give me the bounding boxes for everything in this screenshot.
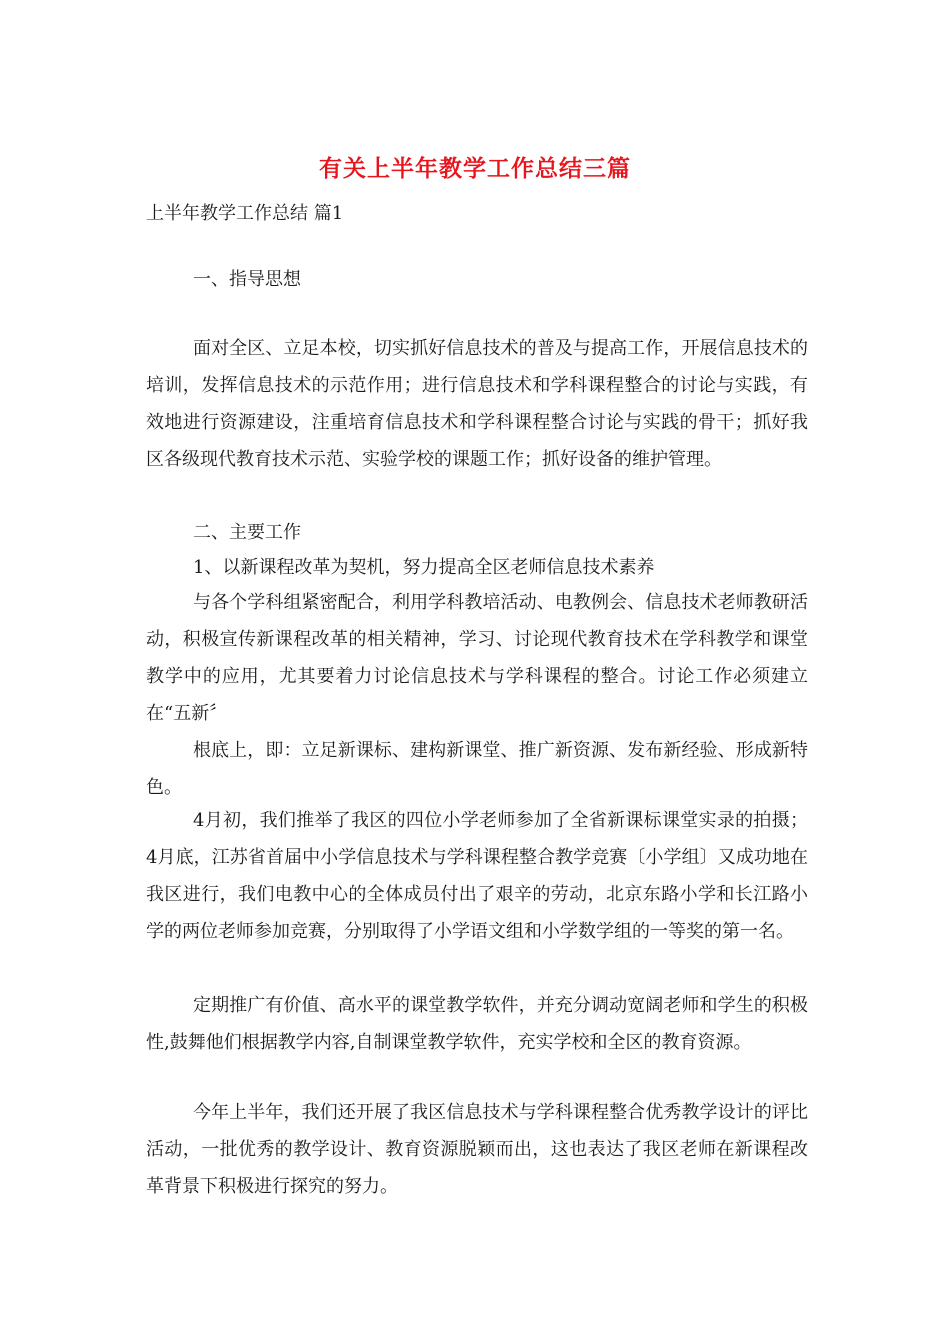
item-heading-1: 1、以新课程改革为契机，努力提高全区老师信息技术素养 (193, 557, 655, 578)
paragraph-five-new: 根底上，即：立足新课标、建构新课堂、推广新资源、发布新经验、形成新特色。 (146, 740, 808, 798)
article-subtitle: 上半年教学工作总结 篇1 (146, 203, 344, 224)
section-heading-guiding-thought: 一、指导思想 (193, 269, 301, 290)
paragraph-courseware: 定期推广有价值、高水平的课堂教学软件，并充分调动宽阔老师和学生的积极性,鼓舞他们根据教学内容,自制课堂教学软件，充实学校和全区的教育资源。 (146, 995, 808, 1053)
document-title: 有关上半年教学工作总结三篇 (319, 156, 631, 182)
section-heading-main-work: 二、主要工作 (193, 522, 301, 543)
paragraph-design-contest: 今年上半年，我们还开展了我区信息技术与学科课程整合优秀教学设计的评比活动，一批优秀的教学设计、教育资源脱颖而出，这也表达了我区老师在新课程改革背景下积极进行探究的努力。 (146, 1102, 808, 1197)
paragraph-collaboration: 与各个学科组紧密配合，利用学科教培活动、电教例会、信息技术老师教研活动，积极宣传新课程改革的相关精神，学习、讨论现代教育技术在学科教学和课堂教学中的应用，尤其要着力讨论信息技术与学科课程的整合。讨论工作必须建立在“五新〞 (146, 592, 808, 724)
paragraph-april-events: 4月初，我们推举了我区的四位小学老师参加了全省新课标课堂实录的拍摄；4月底，江苏省首届中小学信息技术与学科课程整合教学竞赛〔小学组〕又成功地在我区进行，我们电教中心的全体成员付出了艰辛的劳动，北京东路小学和长江路小学的两位老师参加竞赛，分别取得了小学语文组和小学数学组的一等奖的第一名。 (146, 810, 808, 942)
paragraph-guiding-thought: 面对全区、立足本校，切实抓好信息技术的普及与提高工作，开展信息技术的培训，发挥信息技术的示范作用；进行信息技术和学科课程整合的讨论与实践，有效地进行资源建设，注重培育信息技术和学科课程整合讨论与实践的骨干；抓好我区各级现代教育技术示范、实验学校的课题工作；抓好设备的维护管理。 (146, 338, 808, 470)
